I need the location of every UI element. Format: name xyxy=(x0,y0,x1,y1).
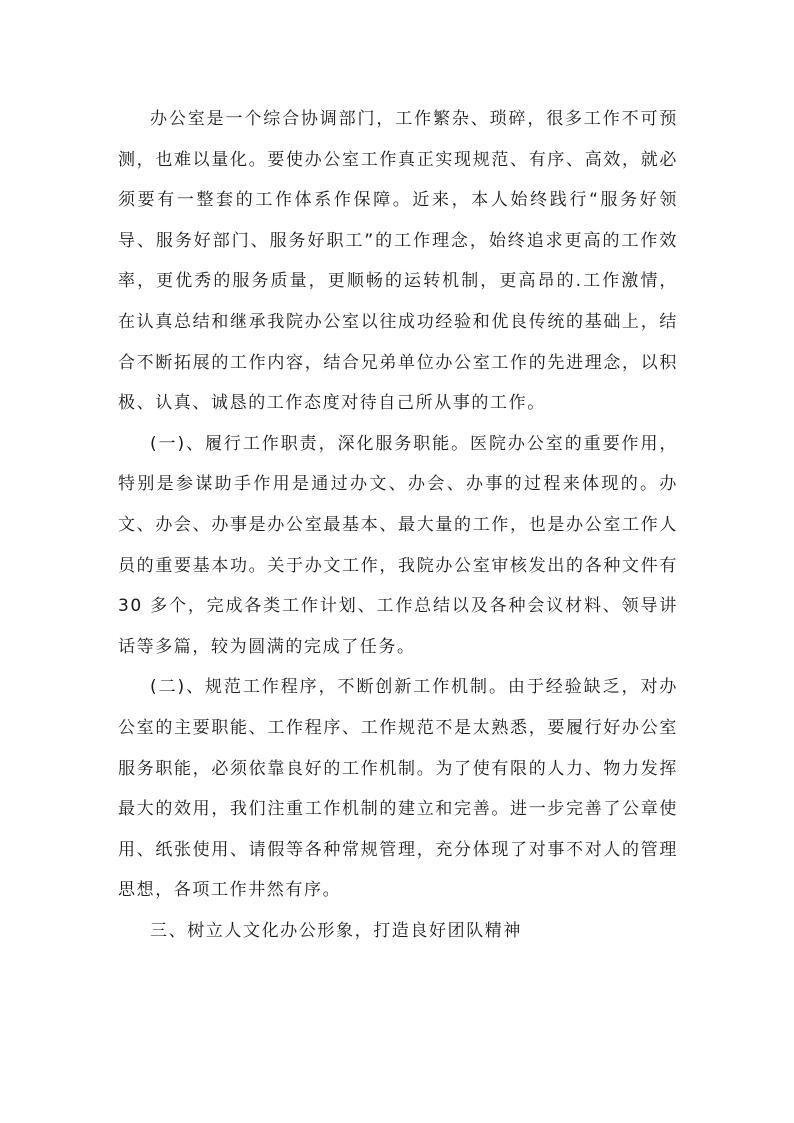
paragraph-section-1: (一)、履行工作职责，深化服务职能。医院办公室的重要作用，特别是参谋助手作用是通过办文、办会、办事的过程来体现的。办文、办会、办事是办公室最基本、最大量的工作，也是办公室工作人员的重要基本功。关于办文工作，我院办公室审核发出的各种文件有 30 多个，完成各类工作计划、工作总结以及各种会议材料、领导讲话等多篇，较为圆满的完成了任务。 xyxy=(118,433,678,657)
document-body xyxy=(118,99,678,951)
section-heading-3: 三、树立人文化办公形象，打造良好团队精神 xyxy=(150,920,522,941)
paragraph-section-2: (二)、规范工作程序，不断创新工作机制。由于经验缺乏，对办公室的主要职能、工作程序、工作规范不是太熟悉，要履行好办公室服务职能，必须依靠良好的工作机制。为了使有限的人力、物力发挥最大的效用，我们注重工作机制的建立和完善。进一步完善了公章使用、纸张使用、请假等各种常规管理，充分体现了对事不对人的管理思想，各项工作井然有序。 xyxy=(118,677,678,901)
paragraph-intro: 办公室是一个综合协调部门，工作繁杂、琐碎，很多工作不可预测，也难以量化。要使办公室工作真正实现规范、有序、高效，就必须要有一整套的工作体系作保障。近来，本人始终践行“服务好领导、服务好部门、服务好职工”的工作理念，始终追求更高的工作效率，更优秀的服务质量，更顺畅的运转机制，更高昂的.工作激情，在认真总结和继承我院办公室以往成功经验和优良传统的基础上，结合不断拓展的工作内容，结合兄弟单位办公室工作的先进理念，以积极、认真、诚恳的工作态度对待自己所从事的工作。 xyxy=(118,109,678,414)
